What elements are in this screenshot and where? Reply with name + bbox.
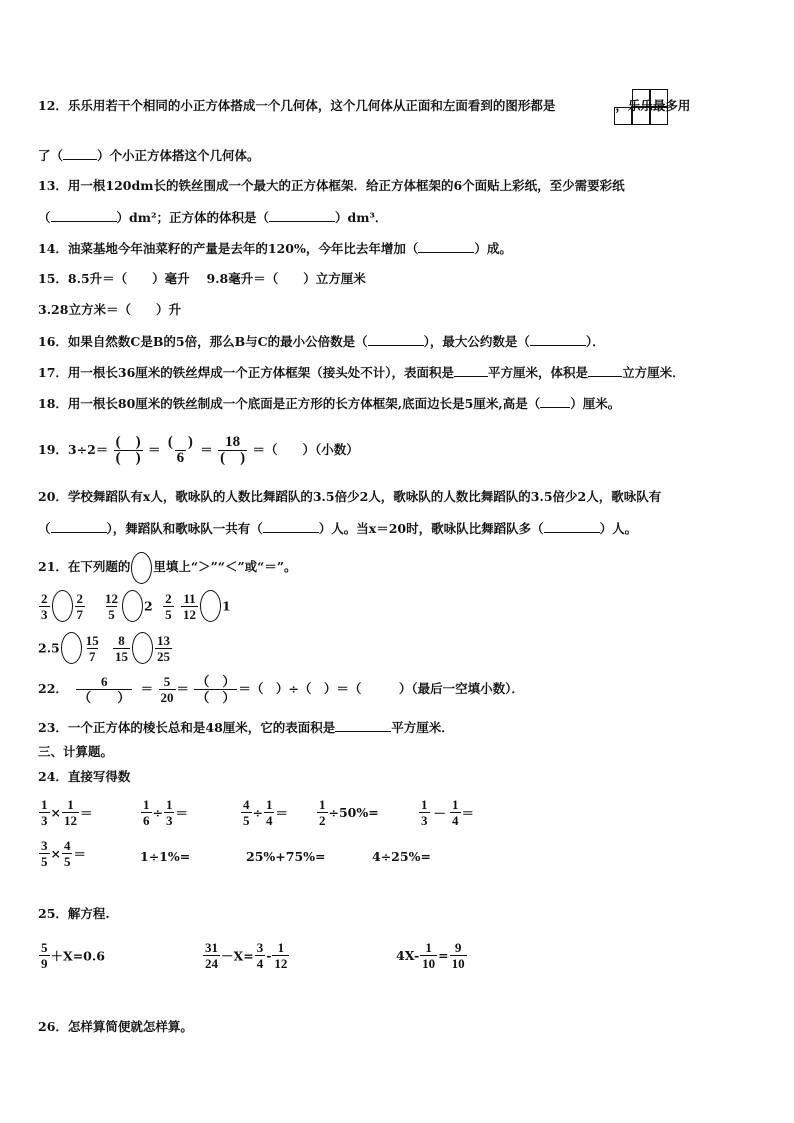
question-26: 26．怎样算简便就怎样算。 [38,1019,193,1034]
calc-item: $\frac{1}{3}$ × $\frac{1}{12}$ ＝ [41,797,93,828]
answer-blank[interactable] [269,209,335,222]
answer-blank[interactable] [51,209,117,222]
question-17: 17．用一根长36厘米的铁丝焊成一个正方体框架（接头处不计），表面积是 平方厘米，体积是 立方厘米． [38,365,685,380]
fraction: $\frac{( )}{( )}$ [115,434,141,466]
question-16: 16．如果自然数C是B的5倍，那么B与C的最小公倍数是（ ），最大公约数是（ ）． [38,334,605,349]
answer-blank[interactable] [51,520,107,533]
calc-item: $\frac{4}{5}$ ÷ $\frac{1}{4}$ ＝ [243,797,288,828]
question-15-line2: 3.28立方米＝（ ）升 [38,302,181,317]
compare-row-1: $\frac{2}{3}$ $\frac{2}{7}$ [41,590,83,622]
question-12-line2: 了（ ）个小正方体搭这个几何体。 [38,148,260,163]
calc-item: 4÷25%= [372,849,431,864]
answer-blank[interactable] [368,333,424,346]
question-19: 19．3÷2＝ $\frac{( )}{( )}$ ＝ $\frac{( )}{6}$ ＝ $\frac{18}{( )}$ ＝（ ）（小数） [38,434,359,466]
calc-item: $\frac{1}{6}$ ÷ $\frac{1}{3}$ ＝ [143,797,188,828]
answer-blank[interactable] [544,520,600,533]
answer-blank[interactable] [454,364,488,377]
calc-item: $\frac{3}{5}$ × $\frac{4}{5}$ ＝ [41,838,86,869]
compare-oval[interactable] [61,632,82,664]
compare-oval[interactable] [200,590,221,622]
answer-blank[interactable] [540,395,570,408]
compare-oval[interactable] [132,632,153,664]
three-view-figure [612,89,670,127]
calc-item: 1÷1%= [140,849,191,864]
question-13-line2: （ ）dm²；正方体的体积是（ ）dm³． [38,210,388,225]
equation: $\frac{5}{9}$ ＋X=0.6 [41,940,105,971]
compare-oval [131,552,152,584]
question-20-line1: 20．学校舞蹈队有x人，歌咏队的人数比舞蹈队的3.5倍少2人，歌咏队的人数比舞蹈队的3.5倍少2人，歌咏队有 [38,489,662,504]
compare-item: $\frac{11}{12}$ 1 [183,590,231,622]
question-24-title: 24．直接写得数 [38,769,131,784]
equation: 4X- $\frac{1}{10}$ = $\frac{9}{10}$ [396,940,465,971]
question-13-line1: 13．用一根120dm长的铁丝围成一个最大的正方体框架．给正方体框架的6个面贴上彩纸，至少需要彩纸 [38,178,625,193]
fraction: $\frac{18}{( )}$ [220,434,246,466]
answer-blank[interactable] [63,147,97,160]
question-12-line1: 12．乐乐用若干个相同的小正方体搭成一个几何体，这个几何体从正面和左面看到的图形都是 ，乐乐最多用 [38,98,691,113]
question-22: 22． $\frac{6}{( )}$ ＝ $\frac{5}{20}$ ＝ $\frac{( )}{( )}$ ＝（ ）÷（ ）＝（ ）（最后一空填小数）． [38,674,524,705]
question-18: 18．用一根长80厘米的铁丝制成一个底面是正方形的长方体框架,底面边长是5厘米,高是（ ）厘米。 [38,396,621,411]
question-21: 21．在下列题的 里填上“＞”“＜”或“＝”。 [38,550,297,584]
equation: $\frac{31}{24}$ －X= $\frac{3}{4}$ - $\frac{1}{12}$ [205,940,288,971]
fraction: $\frac{( )}{6}$ [167,434,193,466]
answer-blank[interactable] [530,333,586,346]
compare-row-2: 2.5 $\frac{15}{7}$ [38,632,99,664]
question-14: 14．油菜基地今年油菜籽的产量是去年的120%，今年比去年增加（ ）成。 [38,241,512,256]
question-23: 23．一个正方体的棱长总和是48厘米，它的表面积是 平方厘米． [38,720,454,735]
section-heading: 三、计算题。 [38,744,114,759]
calc-item: 25%+75%= [246,849,326,864]
answer-blank[interactable] [418,240,474,253]
answer-blank[interactable] [588,364,622,377]
answer-blank[interactable] [263,520,319,533]
answer-blank[interactable] [335,719,391,732]
calc-item: $\frac{1}{3}$ － $\frac{1}{4}$ ＝ [421,797,475,828]
question-15-line1: 15．8.5升＝（ ）毫升 9.8毫升＝（ ）立方厘米 [38,271,366,286]
question-25-title: 25．解方程. [38,906,110,921]
compare-oval[interactable] [122,590,143,622]
calc-item: $\frac{1}{2}$ ÷50%= [319,797,379,828]
compare-item: $\frac{8}{15}$ $\frac{13}{25}$ [115,632,170,664]
compare-oval[interactable] [52,590,73,622]
compare-item: $\frac{12}{5}$ 2 $\frac{2}{5}$ [105,590,172,622]
question-20-line2: （ ），舞蹈队和歌咏队一共有（ ）人。当x＝20时，歌咏队比舞蹈队多（ ）人。 [38,521,638,536]
